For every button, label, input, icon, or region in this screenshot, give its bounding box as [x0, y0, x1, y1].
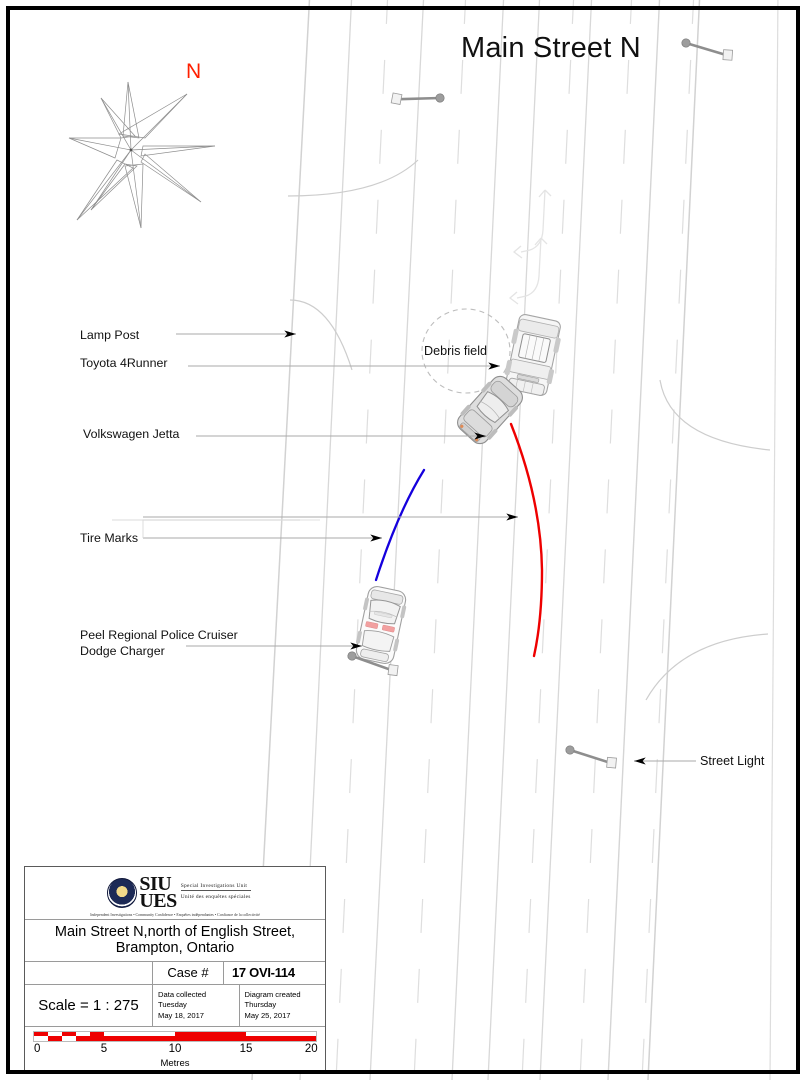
title-block	[24, 866, 326, 1072]
label-tire-marks: Tire Marks	[80, 531, 139, 545]
scale-tick-5: 5	[100, 1042, 108, 1055]
diagram-created-line-2: May 25, 2017	[244, 1010, 291, 1020]
title-block-scale-row	[25, 985, 325, 1026]
label-volkswagen-jetta: Volkswagen Jetta	[83, 427, 180, 441]
scale-tick-20: 20	[304, 1042, 318, 1055]
diagram-created-date	[240, 985, 326, 1025]
scale-tick-15: 15	[239, 1042, 253, 1055]
siu-seal-icon	[107, 878, 137, 908]
location-line-1: Main Street N,north of English Street,	[54, 924, 296, 940]
scale-bar-unit: Metres	[160, 1057, 190, 1069]
title-block-scalebar-row	[25, 1027, 325, 1071]
diagram-created-line-1: Diagram created Thursday	[244, 990, 301, 1010]
leader-guide-lines	[143, 520, 320, 538]
siu-logo	[25, 867, 325, 919]
scale-tick-0: 0	[34, 1042, 41, 1055]
siu-acronyms	[139, 873, 177, 912]
label-debris-field: Debris field	[424, 344, 487, 358]
label-toyota-4runner: Toyota 4Runner	[80, 356, 168, 370]
street-light-lower-right	[565, 745, 618, 768]
title-block-logo-row	[25, 867, 325, 920]
scale-value: Scale = 1 : 275	[25, 985, 153, 1025]
label-lamp-post: Lamp Post	[80, 328, 140, 342]
title-block-location-row	[25, 920, 325, 962]
location-line-2: Brampton, Ontario	[115, 940, 235, 957]
data-collected-line-2: May 18, 2017	[158, 1010, 205, 1020]
case-number-value: 17 OVI-114	[232, 965, 295, 981]
siu-acronym-fr: UES	[139, 890, 177, 912]
siu-name-en: Special Investigations Unit	[181, 883, 251, 891]
leader-lines	[143, 334, 696, 761]
scale-bar-graphic	[33, 1031, 317, 1042]
case-number-label: Case #	[153, 962, 224, 984]
scale-bar-ticks	[33, 1043, 317, 1059]
case-row-spacer	[25, 962, 153, 984]
title-block-case-row	[25, 962, 325, 985]
data-collected-date	[153, 985, 240, 1025]
page-title: Main Street N	[461, 32, 641, 64]
label-street-light: Street Light	[700, 754, 765, 768]
pavement-marking-left-turn-arrow	[510, 190, 551, 304]
label-police-cruiser-line2: Dodge Charger	[80, 644, 165, 658]
siu-name-fr: Unité des enquêtes spéciales	[180, 893, 251, 900]
data-collected-line-1: Data collected Tuesday	[158, 990, 207, 1010]
vehicle-police-cruiser-dodge-charger	[353, 584, 409, 665]
siu-tagline: Independent Investigations • Community Confidence • Enquêtes indépendantes • Confiance de la collectivité	[90, 913, 260, 917]
north-arrow-label: N	[186, 60, 202, 83]
tire-mark-red	[511, 424, 542, 656]
label-police-cruiser-line1: Peel Regional Police Cruiser	[80, 628, 238, 642]
curb-returns	[112, 160, 770, 700]
scale-tick-10: 10	[168, 1042, 182, 1055]
compass-rose	[69, 82, 215, 228]
street-light-top-right	[681, 39, 733, 61]
siu-acronym-en: SIU	[139, 873, 172, 896]
roadway-lines	[252, 0, 778, 1080]
